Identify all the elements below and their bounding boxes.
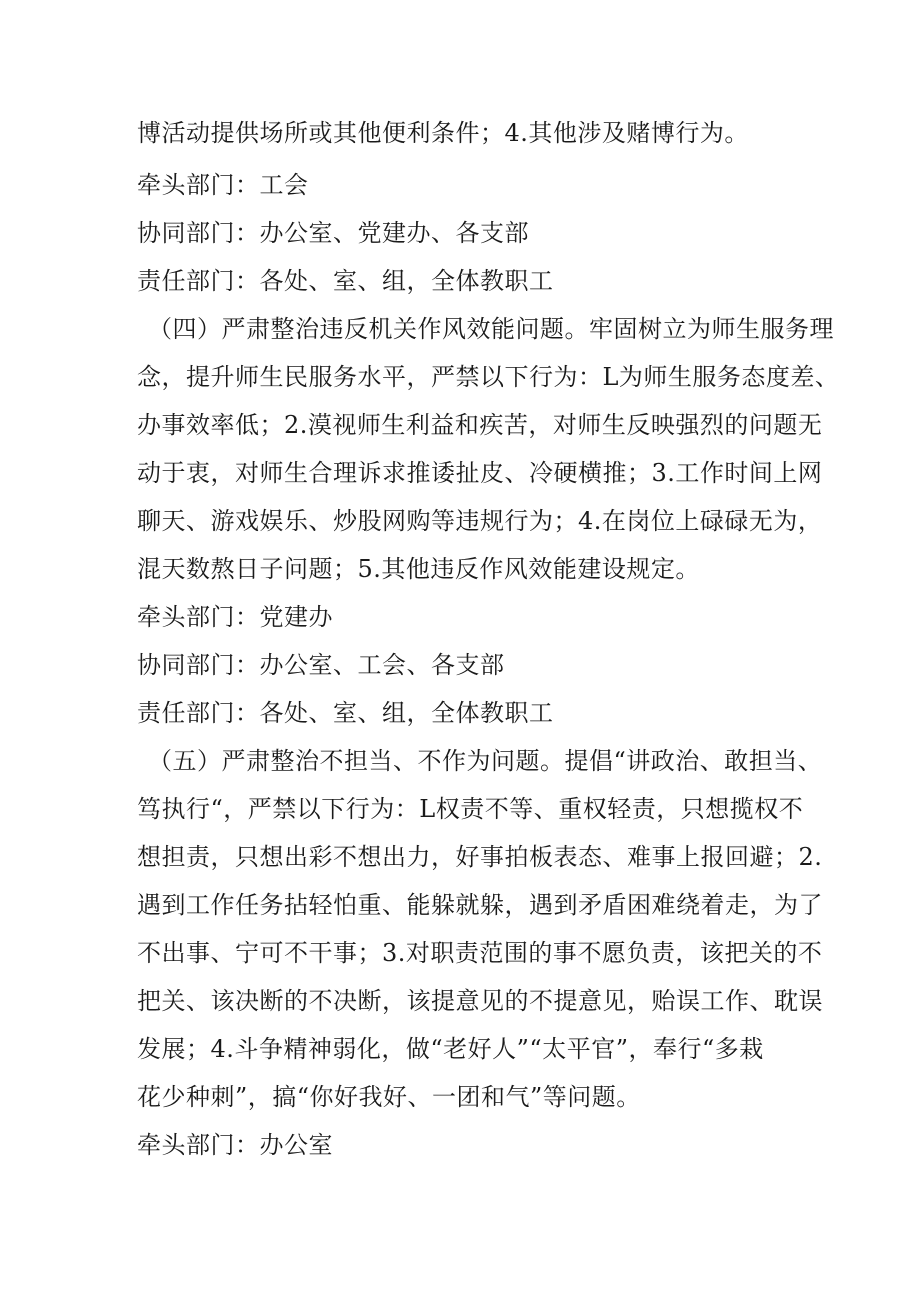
paragraph-line: 聊天、游戏娱乐、炒股网购等违规行为；4.在岗位上碌碌无为，	[137, 507, 823, 535]
paragraph-line: 把关、该决断的不决断，该提意见的不提意见，贻误工作、耽误	[137, 987, 823, 1015]
paragraph-line: 念，提升师生民服务水平，严禁以下行为：L为师生服务态度差、	[137, 363, 840, 391]
cooperating-department-label: 协同部门：办公室、党建办、各支部	[137, 219, 529, 247]
paragraph-line: 不出事、宁可不干事；3.对职责范围的事不愿负责，该把关的不	[137, 939, 823, 967]
responsible-department-label: 责任部门：各处、室、组，全体教职工	[137, 699, 554, 727]
paragraph-line: 混天数熬日子问题；5.其他违反作风效能建设规定。	[137, 555, 700, 583]
paragraph-line: 花少种刺”，搞“你好我好、一团和气”等问题。	[137, 1083, 641, 1111]
lead-department-label: 牵头部门：办公室	[137, 1131, 333, 1159]
paragraph-line: 博活动提供场所或其他便利条件；4.其他涉及赌博行为。	[137, 119, 749, 147]
paragraph-line: 笃执行“，严禁以下行为：L权责不等、重权轻责，只想揽权不	[137, 795, 804, 823]
section-four-heading-line: （四）严肃整治违反机关作风效能问题。牢固树立为师生服务理	[148, 315, 834, 343]
cooperating-department-label: 协同部门：办公室、工会、各支部	[137, 651, 505, 679]
lead-department-label: 牵头部门：党建办	[137, 603, 333, 631]
responsible-department-label: 责任部门：各处、室、组，全体教职工	[137, 267, 554, 295]
paragraph-line: 遇到工作任务拈轻怕重、能躲就躲，遇到矛盾困难绕着走，为了	[137, 891, 823, 919]
paragraph-line: 想担责，只想出彩不想出力，好事拍板表态、难事上报回避；2.	[137, 843, 823, 871]
lead-department-label: 牵头部门：工会	[137, 171, 309, 199]
paragraph-line: 动于衷，对师生合理诉求推诿扯皮、冷硬横推；3.工作时间上网	[137, 459, 823, 487]
paragraph-line: 发展；4.斗争精神弱化，做“老好人”“太平官”，奉行“多栽	[137, 1035, 764, 1063]
paragraph-line: 办事效率低；2.漠视师生利益和疾苦，对师生反映强烈的问题无	[137, 411, 823, 439]
section-five-heading-line: （五）严肃整治不担当、不作为问题。提倡“讲政治、敢担当、	[148, 747, 823, 775]
